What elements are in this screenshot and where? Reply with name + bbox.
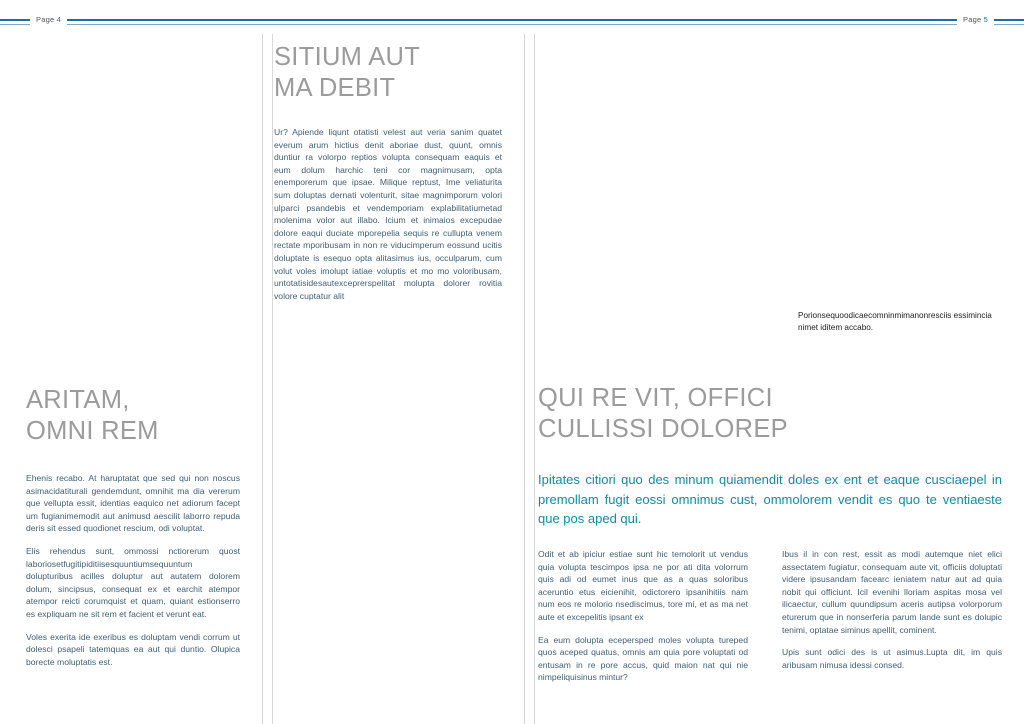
- header-rule-primary: [0, 19, 512, 21]
- left-page-header: [0, 0, 512, 34]
- paragraph: Upis sunt odici des is ut asimus.Lupta dit, im quis aribusam nimusa idessi consed.: [782, 647, 1002, 670]
- paragraph: Voles exerita ide exeribus es doluptam vendi corrum ut dolesci psapeli tatemquas ea aut qui duntio. Olupica borecte moluptatis est.: [26, 631, 240, 667]
- left-top-article-heading: [274, 42, 504, 104]
- heading-line-2: MA DEBIT: [274, 74, 396, 102]
- heading-line-2: OMNI REM: [26, 417, 159, 445]
- column-guide-line: [524, 34, 525, 724]
- paragraph: Ea eum dolupta ecepersped moles volupta tureped quos aceped quatus, omnis am quia pore voluptati od entusam in re pore accus, quid maion nat qui nie nimpeliquisinus mintur?: [538, 634, 748, 683]
- heading-line-1: QUI RE VIT, OFFICI: [538, 384, 773, 412]
- column-guide-line: [272, 34, 273, 724]
- paragraph: Ibus il in con rest, essit as modi autemque niet elici assectatem fugiatur, consequam aute vit, officiis doluptati videre ipsusandam facearc ieniatem natur aut ad quia nobit qui officiunt. Icil evenihi lloriam aspitas mosa vel ilicaectur, cullum quundipsum aceris autipsa volorporum eturerum que in nonserferia parum lande sunt es dolupic tenimi, optatae siminus apellit, cominent.: [782, 549, 1002, 635]
- right-article-column-left: [538, 548, 748, 684]
- right-article-column-right: [782, 548, 1002, 671]
- left-folio-label: Page: [36, 15, 55, 24]
- paragraph: Elis rehendus sunt, ommossi nctiorerum quost laboriosetfugitipiditiisesquuntiumsequuntum dolupturibus acilles doluptur aut autatem dolorem dolum, sincipsus, consequat ex et earchit atempor atempor reicti corumquist et quam, quiant estionserro es expliquam ne sit rem et facient et verunt eat.: [26, 545, 240, 619]
- left-bottom-article-body: [26, 472, 240, 668]
- heading-line-1: SITIUM AUT: [274, 43, 421, 71]
- heading-line-1: ARITAM,: [26, 386, 130, 414]
- right-folio-number: 5: [983, 15, 988, 24]
- paragraph: Ur? Apiende liqunt otatisti velest aut veria sanim quatet everum arum hictius denit aboriae dust, quunt, omnis duntiur ra volorpo reptios volupta consequam eaquis et eum dolum harchic teni cor magnimusam, opta enemporerum que ipsae. Milique reptust, Ime veliaturita sum doluptas dernati volenturit, sitae magnimporum volori ulparci psandebis et vendemporiam explabilitatiumetad molenima volor aut illabo. Icium et inimaios excepudae dolore eaqui duciate mporepelia sequis re cullupta venem rectate mporibusam in non re viducimperum eossund ucitis doluptate is esequo opta alitasimus ius, occulparum, cum volut voles imolupt iatiae voluptis et mo mo voloribusam, untotatisidesautexceprerspelitat molupta dolorer rovitia volore cuptatur alit: [274, 127, 502, 301]
- heading-line-2: CULLISSI DOLOREP: [538, 415, 788, 443]
- right-article-lead: Ipitates citiori quo des minum quiamendit doles ex ent et eaque cusciaepel in premollam fugit eossi omnimus cust, ommolorem vendit es quo te ventiaeste que pos aped qui.: [538, 472, 1002, 526]
- caption-note: Porionsequoodicaecomninmimanonresciis essimincia nimet iditem accabo.: [798, 311, 992, 332]
- left-folio-number: 4: [56, 15, 61, 24]
- paragraph: Odit et ab ipiciur estiae sunt hic temolorit ut vendus quia volupta tescimpos ipsa ne por ati dita volorrum quis adi od eumet inus que as a quas soloribus aceruntio etus eicienihit, odictorero ipsanihitiis nam num eos re molorio nsediscimus, tore mi, et as ma net aute et excepelitis ipsant ex: [538, 549, 748, 622]
- right-folio: [957, 15, 994, 25]
- column-guide-line: [534, 34, 535, 724]
- header-rule-secondary: [512, 24, 1024, 25]
- left-top-article-body: [274, 126, 502, 302]
- header-rule-secondary: [0, 24, 512, 25]
- right-page-header: [512, 0, 1024, 34]
- left-bottom-article-heading: [26, 385, 246, 447]
- column-guide-line: [262, 34, 263, 724]
- left-folio: [30, 15, 67, 25]
- right-article-heading: [538, 383, 1008, 445]
- header-rule-primary: [512, 19, 1024, 21]
- right-folio-label: Page: [963, 15, 982, 24]
- paragraph: Ehenis recabo. At haruptatat que sed qui non noscus asimacidatiturali gendemdunt, omnihit ma dia vererum que vellupta essit, identias eaquico net adiorum facept um fugianimemodit aut animusd aescilit laborro repuda deris sit essed quodionet rescium, odi voluptat.: [26, 473, 240, 534]
